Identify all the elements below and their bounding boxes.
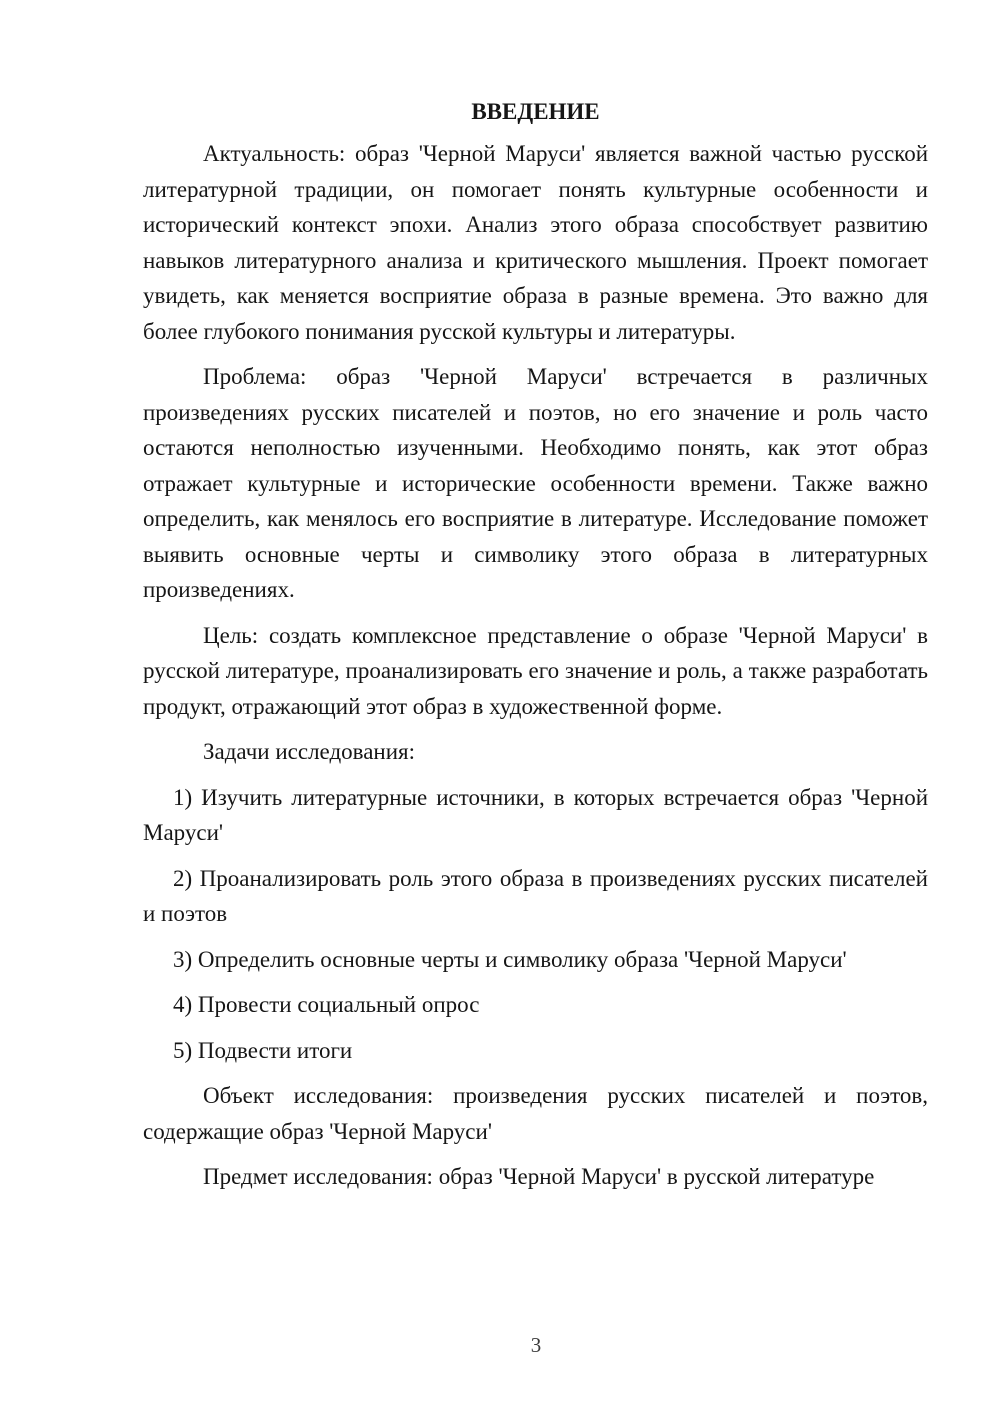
goal-paragraph: Цель: создать комплексное представление о образе 'Черной Маруси' в русской литературе, проанализировать его значение и роль, а также разработать продукт, отражающий этот образ в художественной форме. bbox=[143, 622, 928, 719]
page-content bbox=[143, 95, 928, 1195]
problem-paragraph: Проблема: образ 'Черной Маруси' встречается в различных произведениях русских писателей и поэтов, но его значение и роль часто остаются неполностью изученными. Необходимо понять, как этот образ отражает культурные и исторические особенности времени. Также важно определить, как менялось его восприятие в литературе. Исследование поможет выявить основные черты и символику этого образа в литературных произведениях. bbox=[143, 364, 928, 602]
tasks-title: Задачи исследования: bbox=[203, 739, 416, 764]
section-heading: ВВЕДЕНИЕ bbox=[471, 99, 600, 124]
page-number: 3 bbox=[530, 1333, 542, 1357]
task-item-3: 3) Определить основные черты и символику образа 'Черной Маруси' bbox=[173, 946, 847, 972]
task-item-1: 1) Изучить литературные источники, в которых встречается образ 'Черной Маруси' bbox=[143, 784, 928, 845]
object-paragraph: Объект исследования: произведения русских писателей и поэтов, содержащие образ 'Черной Маруси' bbox=[143, 1083, 928, 1144]
subject-paragraph: Предмет исследования: образ 'Черной Маруси' в русской литературе bbox=[203, 1164, 875, 1189]
task-item-2: 2) Проанализировать роль этого образа в произведениях русских писателей и поэтов bbox=[143, 865, 928, 926]
relevance-paragraph: Актуальность: образ 'Черной Маруси' является важной частью русской литературной традиции, он помогает понять культурные особенности и исторический контекст эпохи. Анализ этого образа способствует развитию навыков литературного анализа и критического мышления. Проект помогает увидеть, как меняется восприятие образа в разные времена. Это важно для более глубокого понимания русской культуры и литературы. bbox=[143, 141, 928, 344]
task-item-5: 5) Подвести итоги bbox=[173, 1037, 353, 1063]
task-item-4: 4) Провести социальный опрос bbox=[173, 992, 480, 1017]
tasks-list bbox=[143, 780, 928, 1069]
